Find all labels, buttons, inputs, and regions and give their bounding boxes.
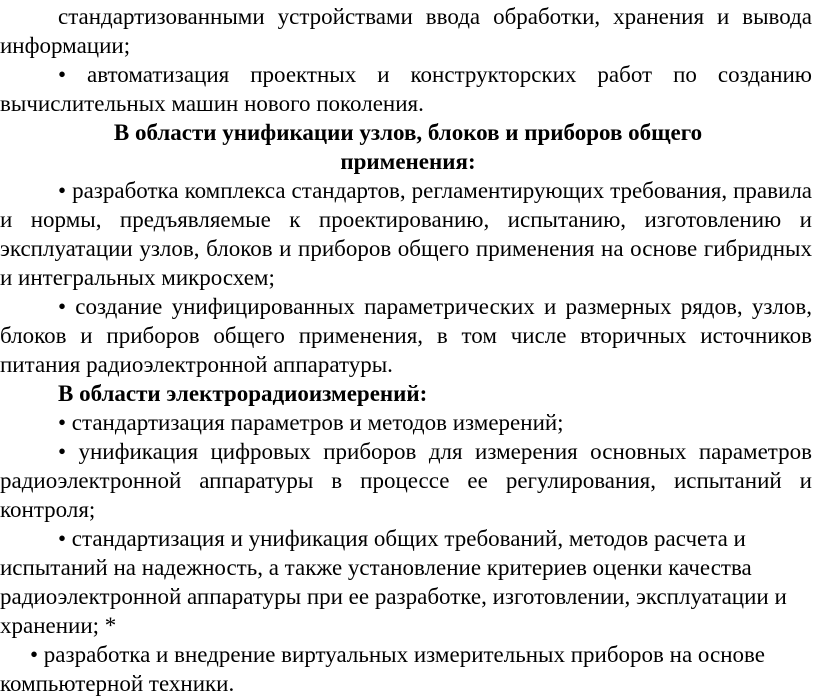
paragraph-digital-instruments: • унификация цифровых приборов для измерения основных параметров радиоэлектронной аппаратуры в процессе ее регулирования, испытаний и контроля;	[0, 439, 812, 522]
paragraph-standards-complex: • разработка комплекса стандартов, регламентирующих требования, правила и нормы, предъявляемые к проектированию, испытанию, изготовлению и эксплуатации узлов, блоков и приборов общего применения на основе гибридных и интегральных микросхем;	[0, 178, 812, 290]
paragraph-measurement-standardization: • стандартизация параметров и методов измерений;	[58, 410, 564, 435]
paragraph-virtual-instruments: • разработка и внедрение виртуальных измерительных приборов на основе компьютерной техники.	[0, 642, 765, 696]
paragraph-io-standardization: стандартизованными устройствами ввода обработки, хранения и вывода информации;	[0, 4, 812, 58]
heading-unification-line1: В области унификации узлов, блоков и приборов общего	[113, 120, 703, 145]
paragraph-unified-rows: • создание унифицированных параметрических и размерных рядов, узлов, блоков и приборов общего применения, в том числе вторичных источников питания радиоэлектронной аппаратуры.	[0, 294, 812, 377]
heading-measurements: В области электрорадиоизмерений:	[58, 381, 428, 406]
paragraph-design-automation: • автоматизация проектных и конструкторских работ по созданию вычислительных машин нового поколения.	[0, 62, 812, 116]
paragraph-reliability: • стандартизация и унификация общих требований, методов расчета и испытаний на надежность, а также установление критериев оценки качества радиоэлектронной аппаратуры при ее разработке, изготовлении, эксплуатации и хранении; *	[0, 526, 787, 638]
heading-unification-line2: применения:	[340, 149, 476, 174]
